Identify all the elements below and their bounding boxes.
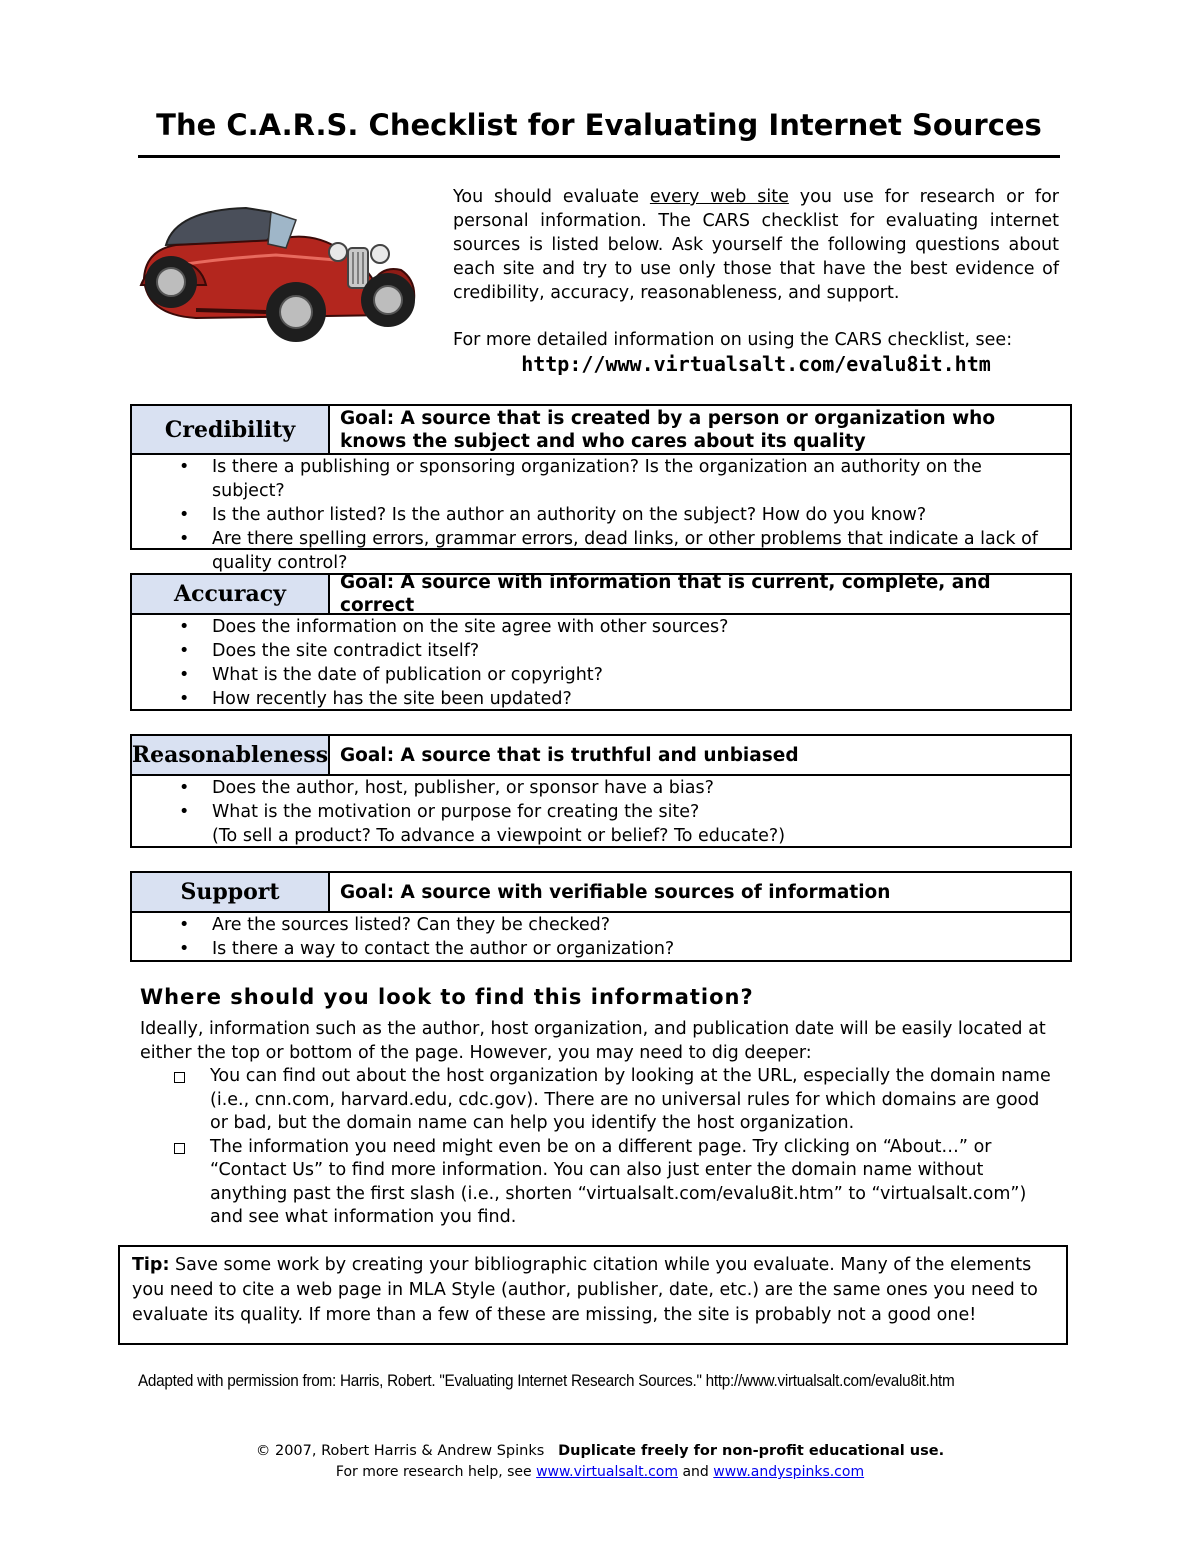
support-card [130,871,1072,962]
list-item: • Is the author listed? Is the author an authority on the subject? How do you know? [212,503,1060,527]
reasonableness-label: Reasonableness [132,736,330,774]
intro-text-start: You should evaluate [453,187,650,207]
checkbox-square-icon [174,1072,185,1083]
list-item: • Does the site contradict itself? [212,639,1060,663]
list-item [210,1065,1060,1136]
list-item: • Are there spelling errors, grammar errors, dead links, or other problems that indicate a lack of quality control? [212,527,1060,575]
page-title: The C.A.R.S. Checklist for Evaluating Internet Sources [156,108,1042,142]
credibility-card [130,404,1072,573]
where-item-text: You can find out about the host organization by looking at the URL, especially the domain name (i.e., cnn.com, harvard.edu, cdc.gov). There are no universal rules for which domains are good or bad, but the domain name can help you identify the host organization. [210,1066,1051,1133]
list-item: (To sell a product? To advance a viewpoint or belief? To educate?) [212,826,786,846]
support-list [132,913,1070,961]
where-paragraph: Ideally, information such as the author, host organization, and publication date will be easily located at either the top or bottom of the page. However, you may need to dig deeper: [140,1019,1046,1063]
every-web-site-underlined: every web site [649,187,789,207]
intro-paragraph [453,185,1059,305]
virtualsalt-link[interactable]: www.virtualsalt.com [536,1464,678,1480]
support-label: Support [132,873,330,911]
list-item: • Are the sources listed? Can they be checked? [212,913,1060,937]
vintage-car-icon [136,200,421,345]
accuracy-label: Accuracy [132,575,330,613]
copyright-line [0,1443,1200,1459]
intro-text-end: you use for research or for personal information. The CARS checklist for evaluating internet sources is listed below. Ask yourself the following questions about each site and try to use only those that have the best evidence of credibility, accuracy, reasonableness, and support. [453,187,1059,303]
list-item: • Does the author, host, publisher, or sponsor have a bias? [212,776,1060,800]
checkbox-square-icon [174,1143,185,1154]
list-item: • Does the information on the site agree with other sources? [212,615,1060,639]
tip-text: Save some work by creating your bibliographic citation while you evaluate. Many of the elements you need to cite a web page in MLA Style (author, publisher, date, etc.) are the same ones you need to evaluate its quality. If more than a few of these are missing, the site is probably not a good one! [132,1255,1038,1325]
credibility-goal: Goal: A source that is created by a person or organization who knows the subject and who cares about its quality [340,407,996,452]
list-item: • Is there a way to contact the author or organization? [212,937,1060,961]
copyright-text: © 2007, Robert Harris & Andrew Spinks [255,1443,545,1459]
accuracy-list [132,615,1070,711]
reasonableness-goal: Goal: A source that is truthful and unbiased [340,744,799,766]
andyspinks-link[interactable]: www.andyspinks.com [713,1464,865,1480]
credibility-list [132,455,1070,575]
reference-url: http://www.virtualsalt.com/evalu8it.htm [521,352,991,376]
where-heading: Where should you look to find this information? [140,985,754,1009]
list-item: • What is the date of publication or copyright? [212,663,1060,687]
where-item-text: The information you need might even be on a different page. Try clicking on “About…” or “Contact Us” to find more information. You can also just enter the domain name without anything past the first slash (i.e., shorten “virtualsalt.com/evalu8it.htm” to “virtualsalt.com”) and see what information you find. [210,1136,1027,1227]
tip-box [118,1245,1068,1345]
accuracy-goal: Goal: A source with information that is current, complete, and correct [340,572,991,616]
help-and: and [678,1464,714,1480]
reasonableness-card [130,734,1072,848]
accuracy-card [130,573,1072,711]
where-list [210,1065,1060,1230]
support-goal: Goal: A source with verifiable sources of information [340,881,891,903]
help-prefix: For more research help, see [335,1464,537,1480]
list-item: • How recently has the site been updated? [212,687,1060,711]
title-divider [138,155,1060,158]
tip-label: Tip: [132,1255,170,1275]
adapted-credit: Adapted with permission from: Harris, Robert. "Evaluating Internet Research Sources." http://www.virtualsalt.com/evalu8it.htm [138,1371,955,1390]
help-line [0,1464,1200,1480]
list-item: • Is there a publishing or sponsoring organization? Is the organization an authority on the subject? [212,455,1060,503]
reasonableness-list [132,776,1070,848]
credibility-label: Credibility [132,406,330,453]
more-info-text: For more detailed information on using the CARS checklist, see: [453,330,1013,350]
list-item [210,1136,1060,1230]
list-item: • What is the motivation or purpose for creating the site? [212,800,1060,824]
duplicate-notice: Duplicate freely for non-profit educational use. [558,1443,945,1459]
